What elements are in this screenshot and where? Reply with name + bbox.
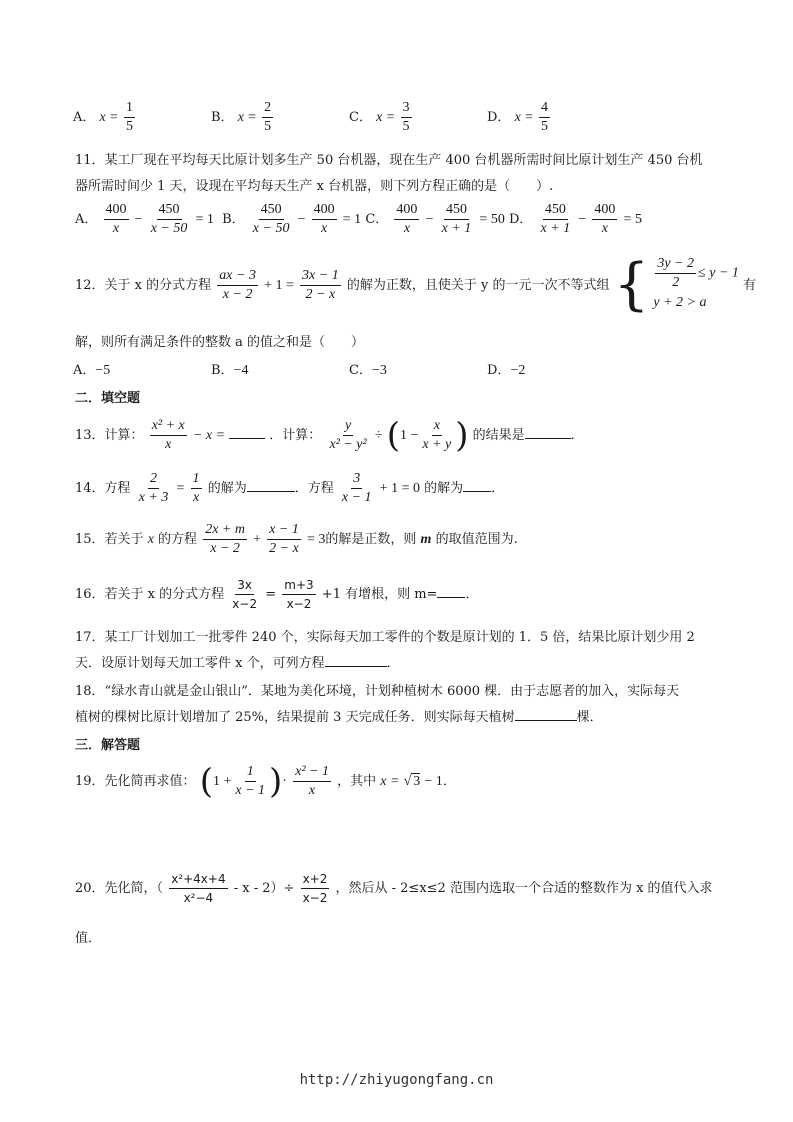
q12-prefix: 12．关于 x 的分式方程 (75, 278, 212, 293)
option-value: −5 (95, 363, 111, 378)
q13-prefix: 13．计算： (75, 428, 144, 443)
left-brace: { (613, 252, 650, 318)
answer-blank[interactable] (525, 426, 571, 439)
inequality-1 (653, 256, 739, 291)
q10-option-b (211, 100, 275, 135)
q15-suffix2: 的取值范围为. (435, 532, 518, 547)
frac-num: 400 (312, 202, 337, 220)
frac-den: x² − y² (329, 437, 367, 452)
q12-line2: 解，则所有满足条件的整数 a 的值之和是（ ） (75, 335, 365, 350)
math-rhs: = 50 (479, 212, 505, 227)
math-op: − (578, 212, 587, 227)
math-rhs: = 3 (306, 532, 326, 547)
answer-blank[interactable] (515, 708, 577, 721)
frac-den: x − 50 (150, 221, 188, 236)
option-label: D． (487, 363, 511, 378)
q18-line2b: 棵． (576, 710, 603, 725)
frac-den: x + 3 (138, 490, 169, 505)
math-op: + 1 = (264, 278, 294, 293)
q14-suffix: 的解为 (424, 481, 464, 496)
q19-mid: ，其中 (337, 774, 377, 789)
frac-den: 5 (264, 119, 272, 134)
frac-den: x (403, 221, 411, 236)
frac-den: x (321, 221, 328, 236)
q12-option-c (349, 359, 387, 379)
frac-num: 4 (539, 100, 550, 118)
frac-den: 2 (672, 275, 680, 290)
option-label: A． (73, 110, 96, 125)
q11-line1: 11．某工厂现在平均每天比原计划多生产 50 台机器，现在生产 400 台机器所需时间比原计划生产 450 台机 (75, 153, 703, 168)
q10-option-a (73, 100, 137, 135)
q19-end: ． (442, 774, 456, 789)
ineq-rhs: ≤ y − 1 (698, 265, 739, 281)
frac-den: x−2 (302, 891, 328, 905)
frac-den: 5 (402, 119, 410, 134)
q14-mid: 的解为 (207, 481, 247, 496)
frac-num: 2 (262, 100, 273, 118)
q15-prefix: 15．若关于 (75, 532, 144, 547)
q11-option-a (75, 202, 218, 236)
frac-num: 3 (401, 100, 412, 118)
q13-line: 13．计算： $\frac{\text{x² + x}}{x}$ − x = ．计算： $\frac{y}{\text{x² − y²}}$ ÷ (1 − $\frac{x}{x + y}$ ) 的结果是 ． (75, 415, 584, 456)
q17-line2-text: 天．设原计划每天加工零件 x 个，可列方程 (75, 656, 325, 671)
option-label: D． (487, 110, 511, 125)
frac-num: 450 (444, 202, 469, 220)
q19-prefix: 19．先化简再求值： (75, 774, 196, 789)
math-eq: = (524, 110, 533, 125)
math-term: x = (380, 774, 400, 789)
math-eq: = (248, 110, 256, 125)
math-term: + 1 = 0 (379, 481, 420, 496)
inequality-2: y + 2 > a (653, 295, 707, 310)
q11-options (75, 202, 642, 237)
frac-den: x + 1 (540, 221, 571, 236)
math-op: − (297, 212, 306, 227)
option-label: C． (349, 363, 372, 378)
sqrt-radicand: 3 (413, 774, 421, 789)
q13-mid: ．计算： (269, 428, 322, 443)
option-label: A． (73, 363, 96, 378)
q10-option-c (349, 100, 414, 135)
q16-prefix: 16．若关于 x 的分式方程 (75, 587, 225, 602)
q16-line: 16．若关于 x 的分式方程 $\frac{3x}{x-2}$ = $\frac{m+3}{x-2}$ +1 有增根，则 m= ． (75, 578, 479, 611)
section-heading-fill-in: 二．填空题 (75, 391, 141, 406)
math-eq: = (109, 110, 118, 125)
q18-line1: 18．“绿水青山就是金山银山”．某地为美化环境，计划种植树木 6000 棵．由于志愿者的加入，实际每天 (75, 684, 680, 699)
q20-suffix: ，然后从 - 2≤x≤2 范围内选取一个合适的整数作为 x 的值代入求 (335, 881, 713, 896)
math-rhs: = 1 (342, 212, 362, 227)
frac-den: x−2 (286, 597, 312, 611)
frac-num: 1 (245, 764, 256, 782)
option-label: B． (211, 363, 234, 378)
frac-den: x (192, 490, 200, 505)
frac-num: y (343, 418, 353, 436)
q12-suffix: 有 (743, 278, 757, 293)
frac-num: 400 (104, 202, 129, 220)
frac-num: 1 (124, 100, 135, 118)
frac-den: 2 − x (269, 541, 299, 556)
answer-blank[interactable] (229, 426, 265, 439)
answer-blank[interactable] (325, 654, 387, 667)
frac-num: 400 (394, 202, 419, 220)
math-op: · (282, 774, 287, 789)
math-term: − 1 (424, 774, 443, 789)
frac-num: 400 (592, 202, 617, 220)
frac-den: x−2 (232, 597, 258, 611)
frac-den: x − 1 (341, 490, 372, 505)
q13-suffix: 的结果是 (472, 428, 525, 443)
frac-num: x (432, 418, 442, 436)
q12-option-d (487, 359, 525, 379)
math-op: = (176, 481, 185, 496)
q18-line2 (75, 706, 603, 725)
math-var: x (147, 532, 154, 547)
math-var: x (376, 110, 383, 125)
q19-line (75, 761, 456, 802)
math-rhs: = 5 (623, 212, 642, 227)
frac-num: 2 (148, 471, 159, 489)
option-value: −2 (510, 363, 526, 378)
q11-option-c (365, 202, 509, 236)
option-label: C． (365, 212, 389, 227)
q17-line1: 17．某工厂计划加工一批零件 240 个，实际每天加工零件的个数是原计划的 1．5 倍，结果比原计划少用 2 (75, 630, 695, 645)
math-var: x (237, 110, 244, 125)
q12-line1 (75, 252, 757, 318)
q15-suffix1: 的解是正数，则 (325, 532, 417, 547)
q20-mid: - x - 2）÷ (233, 881, 295, 896)
frac-num: 2x + m (203, 522, 247, 540)
inequality-system (653, 256, 739, 315)
math-op: + (253, 532, 262, 547)
frac-den: x (601, 221, 609, 236)
q10-option-d (487, 100, 552, 135)
frac-num: 3x (235, 577, 254, 595)
math-rhs: = 1 (195, 212, 214, 227)
q20-line1 (75, 871, 713, 906)
math-var: x (99, 110, 106, 125)
frac-den: x²−4 (183, 891, 214, 905)
frac-num: m+3 (282, 577, 315, 595)
frac-num: 450 (259, 202, 284, 220)
frac-num: 3y − 2 (655, 256, 696, 274)
q11-option-d (508, 202, 642, 236)
q12-option-b (211, 359, 248, 379)
q14-prefix: 14．方程 (75, 481, 131, 496)
frac-num: x² + x (150, 418, 187, 436)
frac-num: x²+4x+4 (169, 871, 227, 889)
frac-den: x − 2 (210, 541, 240, 556)
left-paren: ( (199, 761, 213, 802)
q14-line: 14．方程 $\frac{2}{x + 3}$ = $\frac{1}{x}$ 的解为 ．方程 $\frac{3}{x - 1}$ + 1 = 0 的解为 ． (75, 471, 505, 505)
left-paren: ( (386, 415, 400, 456)
frac-num: 3x − 1 (300, 268, 341, 286)
math-op: − x = (192, 428, 226, 443)
frac-den: x + y (422, 437, 452, 452)
q12-option-a (73, 359, 110, 379)
q15-mid: 的方程 (158, 532, 198, 547)
q12-middle: 的解为正数，且使关于 y 的一元一次不等式组 (346, 278, 610, 293)
q18-line2a: 植树的棵树比原计划增加了 25%，结果提前 3 天完成任务．则实际每天植树 (75, 710, 515, 725)
option-label: B． (211, 110, 234, 125)
math-op: ÷ (374, 428, 383, 443)
math-term: 1 + (212, 774, 232, 789)
option-label: A． (75, 212, 98, 227)
frac-den: x (165, 437, 172, 452)
frac-num: x+2 (301, 871, 330, 889)
q11-line2: 器所需时间少 1 天，设现在平均每天生产 x 台机器，则下列方程正确的是（ ）. (75, 179, 554, 194)
q20-prefix: 20．先化简，（ (75, 881, 164, 896)
frac-num: x² − 1 (293, 764, 331, 782)
answer-blank[interactable] (247, 479, 295, 492)
q11-option-b (222, 202, 365, 236)
math-eq: = (386, 110, 395, 125)
frac-den: x − 2 (222, 287, 253, 302)
math-var: x (514, 110, 521, 125)
frac-num: 450 (543, 202, 568, 220)
right-paren: ) (455, 415, 469, 456)
math-op: = (265, 587, 277, 602)
frac-den: x (112, 221, 120, 236)
frac-den: x + 1 (441, 221, 472, 236)
q16-suffix: +1 有增根，则 m= (321, 587, 438, 602)
frac-num: x − 1 (267, 522, 301, 540)
answer-blank[interactable] (437, 585, 465, 598)
option-value: −4 (233, 363, 249, 378)
math-term: 1 − (399, 428, 419, 443)
math-op: − (425, 212, 434, 227)
answer-blank[interactable] (463, 479, 491, 492)
math-var: m (420, 532, 432, 547)
q14-mid2: ．方程 (294, 481, 334, 496)
sqrt-expression: √ 3 (403, 774, 421, 789)
option-label: D． (508, 212, 533, 227)
q17-line2: 天．设原计划每天加工零件 x 个，可列方程 ． (75, 656, 400, 671)
option-value: −3 (371, 363, 387, 378)
frac-den: 5 (125, 119, 133, 134)
frac-den: 5 (540, 119, 548, 134)
frac-num: 450 (157, 202, 182, 220)
section-heading-answer: 三．解答题 (75, 738, 141, 753)
right-paren: ) (269, 761, 283, 802)
frac-num: ax − 3 (217, 268, 258, 286)
frac-num: 3 (351, 471, 362, 489)
q20-line2: 值． (75, 931, 102, 946)
frac-den: x − 1 (235, 783, 266, 798)
option-label: B． (222, 212, 245, 227)
math-op: − (134, 212, 143, 227)
frac-den: 2 − x (305, 287, 336, 302)
frac-num: 1 (191, 471, 202, 489)
q15-line (75, 522, 518, 557)
footer-url[interactable]: http://zhiyugongfang.cn (299, 1072, 494, 1088)
frac-den: x (308, 783, 316, 798)
option-label: C． (349, 110, 372, 125)
frac-den: x − 50 (252, 221, 290, 236)
